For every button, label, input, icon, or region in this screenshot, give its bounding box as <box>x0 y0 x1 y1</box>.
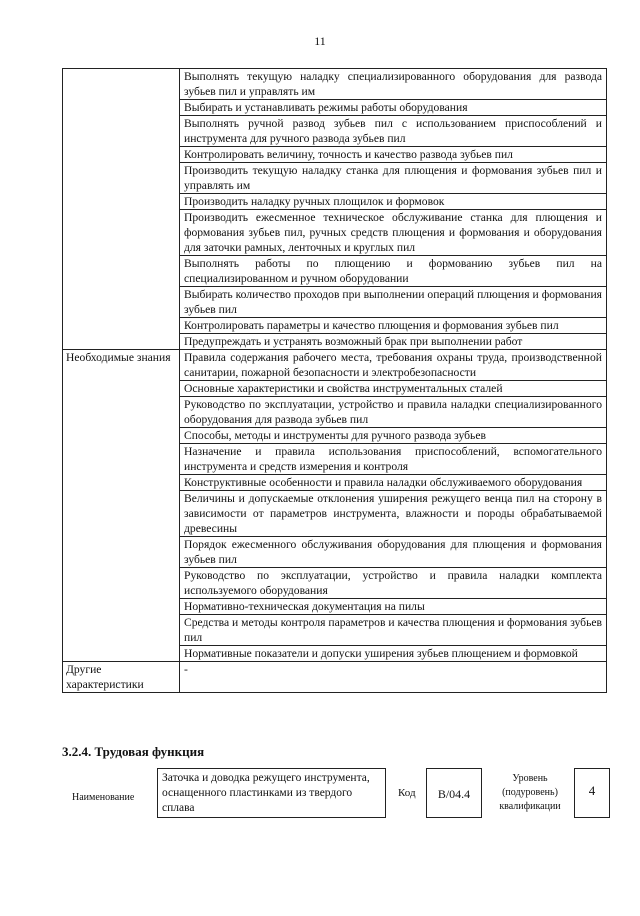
function-name-box <box>157 768 386 818</box>
other-value: - <box>180 662 607 693</box>
name-label: Наименование <box>72 792 135 803</box>
skill-item: Контролировать величину, точность и качество развода зубьев пил <box>180 147 607 163</box>
skill-item: Выбирать и устанавливать режимы работы оборудования <box>180 100 607 116</box>
level-box <box>574 768 610 818</box>
page-number: 11 <box>314 34 326 48</box>
table-row <box>63 350 607 381</box>
knowledge-item: Конструктивные особенности и правила наладки обслуживаемого оборудования <box>180 475 607 491</box>
other-label: Другие характеристики <box>63 662 180 693</box>
knowledge-item: Назначение и правила использования приспособлений, вспомогательного инструмента и средств измерения и контроля <box>180 444 607 475</box>
knowledge-item: Нормативно-техническая документация на пилы <box>180 599 607 615</box>
knowledge-item: Порядок ежесменного обслуживания оборудования для плющения и формования зубьев пил <box>180 537 607 568</box>
skill-item: Производить наладку ручных площилок и формовок <box>180 194 607 210</box>
level-label: Уровень (подуровень) квалификации <box>499 773 561 812</box>
skills-label-cell <box>63 69 180 350</box>
skills-knowledge-table <box>62 68 607 693</box>
knowledge-item: Руководство по эксплуатации, устройство и правила наладки комплекта используемого оборудования <box>180 568 607 599</box>
knowledge-item: Основные характеристики и свойства инструментальных сталей <box>180 381 607 397</box>
knowledge-item: Нормативные показатели и допуски уширения зубьев плющением и формовкой <box>180 646 607 662</box>
skill-item: Предупреждать и устранять возможный брак при выполнении работ <box>180 334 607 350</box>
knowledge-label: Необходимые знания <box>63 350 180 662</box>
knowledge-item: Правила содержания рабочего места, требования охраны труда, производственной санитарии, пожарной безопасности и электробезопасности <box>180 350 607 381</box>
skill-item: Производить текущую наладку станка для плющения и формования зубьев пил и управлять им <box>180 163 607 194</box>
code-value: B/04.4 <box>437 787 471 801</box>
skill-item: Выполнять ручной развод зубьев пил с использованием приспособлений и инструмента для ручного развода зубьев пил <box>180 116 607 147</box>
knowledge-item: Величины и допускаемые отклонения уширения режущего венца пил на сторону в зависимости от параметров инструмента, влажности и породы обрабатываемой древесины <box>180 491 607 537</box>
code-label: Код <box>398 787 416 799</box>
table-body <box>63 69 607 693</box>
skill-item: Выполнять текущую наладку специализированного оборудования для развода зубьев пил и управлять им <box>180 69 607 100</box>
skill-item: Контролировать параметры и качество плющения и формования зубьев пил <box>180 318 607 334</box>
knowledge-item: Средства и методы контроля параметров и качества плющения и формования зубьев пил <box>180 615 607 646</box>
code-box <box>426 768 482 818</box>
skill-item: Производить ежесменное техническое обслуживание станка для плющения и формования зубьев пил, ручных средств плющения и формования и оборудования для заточки рамных, ленточных и круглых пил <box>180 210 607 256</box>
table-row <box>63 69 607 100</box>
table-row <box>63 662 607 693</box>
section-heading: 3.2.4. Трудовая функция <box>62 744 205 759</box>
knowledge-item: Способы, методы и инструменты для ручного развода зубьев <box>180 428 607 444</box>
knowledge-item: Руководство по эксплуатации, устройство и правила наладки специализированного оборудования для развода зубьев пил <box>180 397 607 428</box>
skill-item: Выбирать количество проходов при выполнении операций плющения и формования зубьев пил <box>180 287 607 318</box>
level-value: 4 <box>588 783 596 798</box>
skill-item: Выполнять работы по плющению и формованию зубьев пил на специализированном и ручном оборудовании <box>180 256 607 287</box>
function-name-value: Заточка и доводка режущего инструмента, оснащенного пластинками из твердого сплава <box>162 772 370 814</box>
